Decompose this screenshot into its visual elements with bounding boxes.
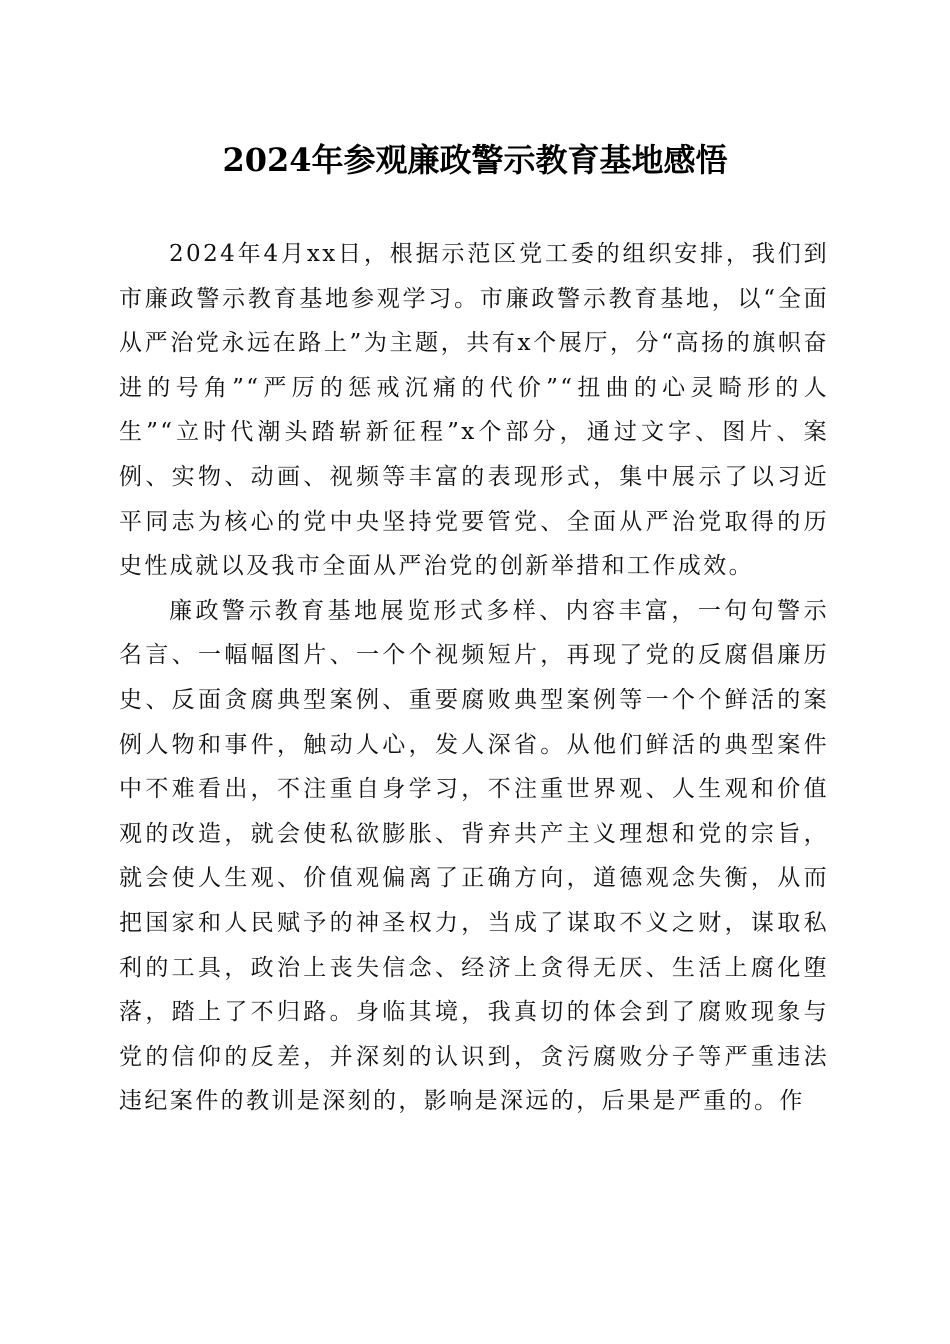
paragraph-1: 2024年4月xx日，根据示范区党工委的组织安排，我们到市廉政警示教育基地参观学习。市廉政警示教育基地，以“全面从严治党永远在路上”为主题，共有x个展厅，分“高扬的旗帜奋进的号角”“严厉的惩戒沉痛的代价”“扭曲的心灵畸形的人生”“立时代潮头踏崭新征程”x个部分，通过文字、图片、案例、实物、动画、视频等丰富的表现形式，集中展示了以习近平同志为核心的党中央坚持党要管党、全面从严治党取得的历史性成就以及我市全面从严治党的创新举措和工作成效。: [119, 241, 829, 580]
paragraph-2: 廉政警示教育基地展览形式多样、内容丰富，一句句警示名言、一幅幅图片、一个个视频短片，再现了党的反腐倡廉历史、反面贪腐典型案例、重要腐败典型案例等一个个鲜活的案例人物和事件，触动人心，发人深省。从他们鲜活的典型案件中不难看出，不注重自身学习，不注重世界观、人生观和价值观的改造，就会使私欲膨胀、背弃共产主义理想和党的宗旨，就会使人生观、价值观偏离了正确方向，道德观念失衡，从而把国家和人民赋予的神圣权力，当成了谋取不义之财，谋取私利的工具，政治上丧失信念、经济上贪得无厌、生活上腐化堕落，踏上了不归路。身临其境，我真切的体会到了腐败现象与党的信仰的反差，并深刻的认识到，贪污腐败分子等严重违法违纪案件的教训是深刻的，影响是深远的，后果是严重的。作: [119, 597, 829, 1115]
document-body: [119, 232, 829, 1124]
document-title: 2024年参观廉政警示教育基地感悟: [222, 141, 728, 179]
